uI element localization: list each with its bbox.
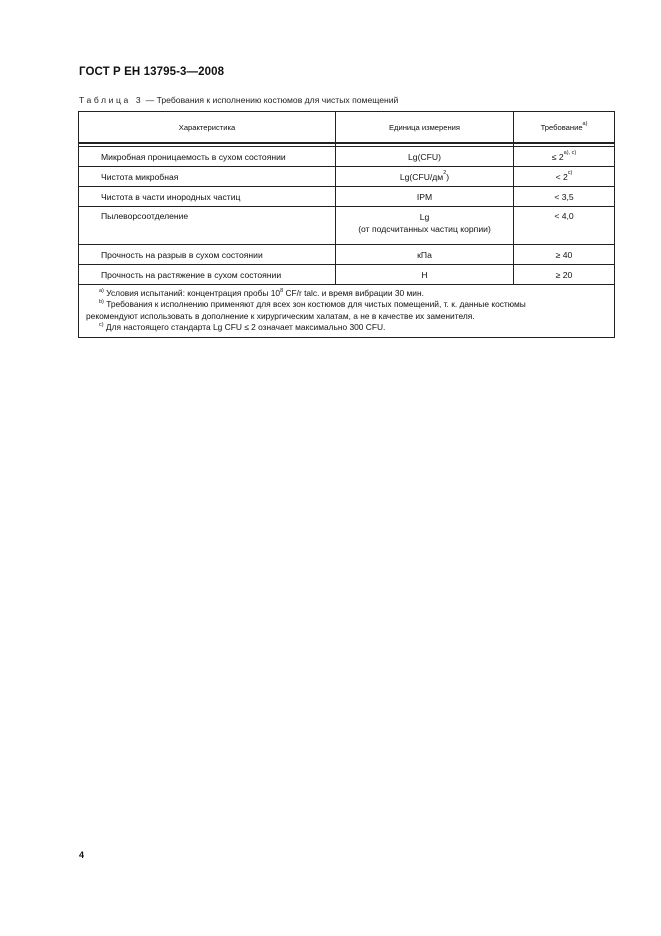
footnote-a-marker: a) bbox=[99, 288, 104, 294]
row-characteristic: Прочность на разрыв в сухом состоянии bbox=[79, 245, 336, 265]
header-requirement-label: Требование bbox=[540, 122, 583, 132]
table-caption bbox=[79, 95, 398, 105]
table-caption-label: Таблица 3 bbox=[79, 95, 144, 105]
row-unit bbox=[336, 167, 514, 187]
header-unit: Единица измерения bbox=[336, 112, 514, 144]
table-header-row bbox=[79, 112, 615, 144]
row-requirement: < 3,5 bbox=[514, 187, 615, 207]
row-unit: IPM bbox=[336, 187, 514, 207]
footnote-a-text: Условия испытаний: концентрация пробы 10 bbox=[103, 288, 281, 298]
footnote-a-text-end: CF/r talc. и время вибрации 30 мин. bbox=[283, 288, 424, 298]
table-caption-text: — Требования к исполнению костюмов для чистых помещений bbox=[143, 95, 399, 105]
row-unit-suffix: ) bbox=[446, 171, 450, 182]
table-row bbox=[79, 265, 615, 285]
table-row bbox=[79, 167, 615, 187]
row-unit: Lg(CFU) bbox=[336, 147, 514, 167]
footnote-c-text: Для настоящего стандарта Lg CFU ≤ 2 означает максимально 300 CFU. bbox=[103, 321, 386, 332]
row-requirement: ≥ 40 bbox=[514, 245, 615, 265]
footnote-c-marker: c) bbox=[99, 321, 104, 328]
table-row bbox=[79, 147, 615, 167]
footnote-b-marker: b) bbox=[99, 299, 104, 306]
footnote-c bbox=[86, 322, 608, 333]
row-characteristic: Пылеворсоотделение bbox=[79, 207, 336, 245]
row-requirement-value: ≤ 2 bbox=[551, 151, 564, 162]
requirements-table bbox=[78, 111, 615, 338]
footnote-b-continuation: рекомендуют использовать в дополнение к хирургическим халатам, а не в качестве их заменителя. bbox=[86, 310, 475, 321]
footnote-b-text: Требования к исполнению применяют для всех зон костюмов для чистых помещений, т. к. данные костюмы bbox=[103, 299, 526, 310]
table-row bbox=[79, 187, 615, 207]
row-unit-value: Lg(CFU/дм bbox=[399, 171, 444, 182]
footnote-a bbox=[86, 288, 608, 299]
row-unit: кПа bbox=[336, 245, 514, 265]
header-requirement bbox=[514, 112, 615, 144]
row-unit: Н bbox=[336, 265, 514, 285]
row-unit bbox=[336, 207, 514, 245]
header-requirement-footnote: a) bbox=[582, 120, 588, 127]
row-characteristic: Чистота микробная bbox=[79, 167, 336, 187]
row-characteristic: Чистота в части инородных частиц bbox=[79, 187, 336, 207]
document-header: ГОСТ Р ЕН 13795-3—2008 bbox=[79, 66, 225, 78]
footnote-b bbox=[86, 299, 608, 310]
row-unit-note: (от подсчитанных частиц корпии) bbox=[358, 224, 491, 234]
table-row bbox=[79, 207, 615, 245]
table-notes bbox=[79, 285, 615, 338]
row-requirement bbox=[514, 167, 615, 187]
requirements-table-container bbox=[78, 111, 614, 338]
page-number: 4 bbox=[79, 850, 85, 860]
table-notes-row bbox=[79, 285, 615, 338]
row-requirement-footnote: a), c) bbox=[563, 149, 577, 156]
row-requirement-value: < 2 bbox=[555, 171, 568, 182]
table-row bbox=[79, 245, 615, 265]
row-characteristic: Прочность на растяжение в сухом состоянии bbox=[79, 265, 336, 285]
header-characteristic: Характеристика bbox=[79, 112, 336, 144]
row-requirement: < 4,0 bbox=[514, 207, 615, 245]
row-requirement: ≥ 20 bbox=[514, 265, 615, 285]
row-characteristic: Микробная проницаемость в сухом состоянии bbox=[79, 147, 336, 167]
row-unit-value: Lg bbox=[419, 212, 430, 222]
row-unit-exponent: 2 bbox=[443, 169, 447, 176]
row-requirement-footnote: c) bbox=[567, 169, 573, 176]
row-requirement bbox=[514, 147, 615, 167]
footnote-a-exponent: 8 bbox=[280, 288, 284, 294]
